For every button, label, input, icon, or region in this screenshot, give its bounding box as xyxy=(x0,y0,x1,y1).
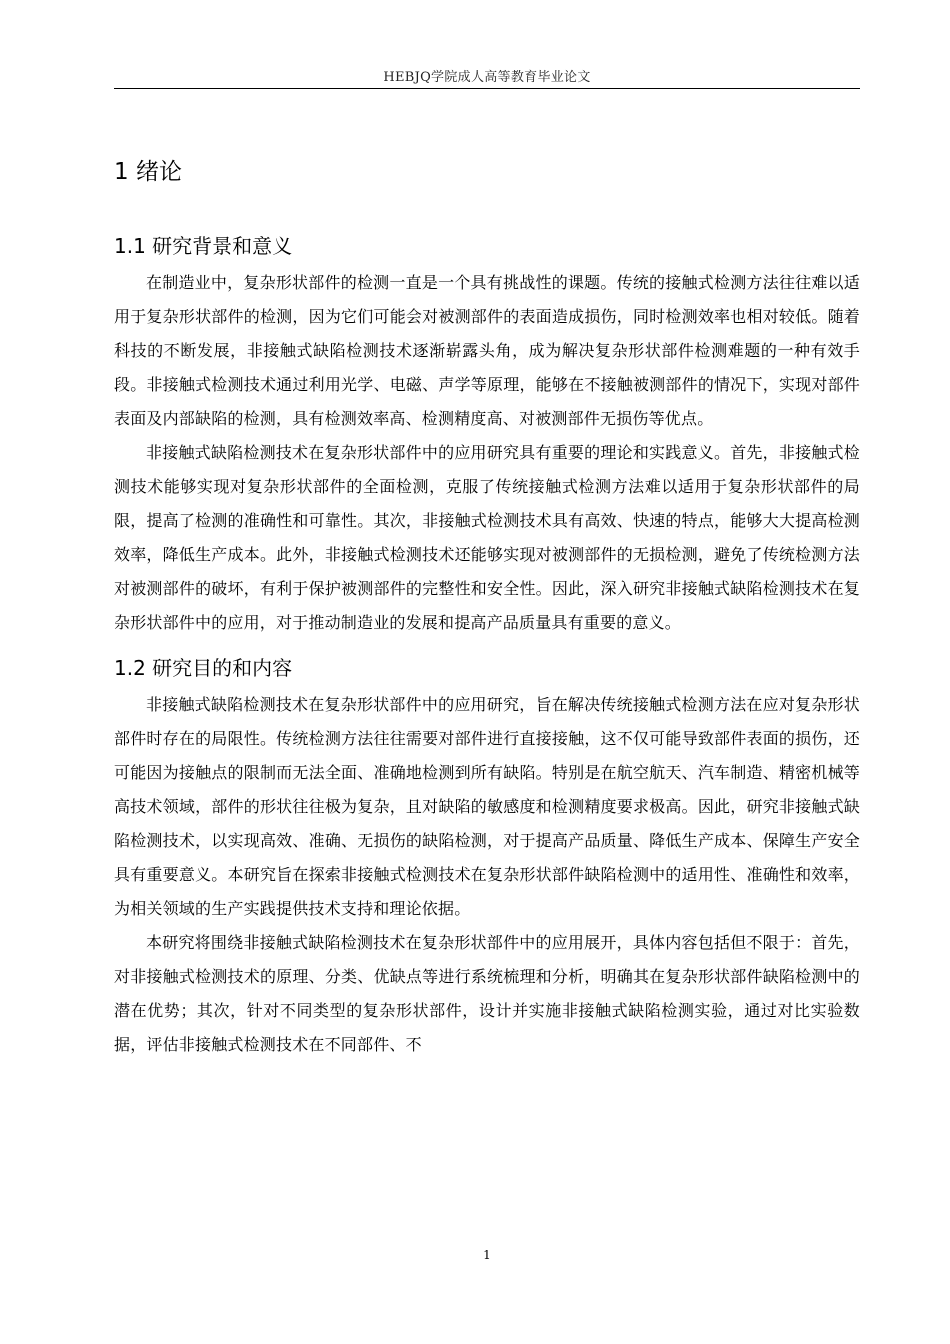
page-body xyxy=(114,140,860,1062)
header-divider xyxy=(114,88,860,89)
running-header: HEBJQ学院成人高等教育毕业论文 xyxy=(383,70,591,85)
section-title-1-2: 1.2 研究目的和内容 xyxy=(114,656,293,680)
paragraph: 非接触式缺陷检测技术在复杂形状部件中的应用研究具有重要的理论和实践意义。首先，非接触式检测技术能够实现对复杂形状部件的全面检测，克服了传统接触式检测方法难以适用于复杂形状部件的局限，提高了检测的准确性和可靠性。其次，非接触式检测技术具有高效、快速的特点，能够大大提高检测效率，降低生产成本。此外，非接触式检测技术还能够实现对被测部件的无损检测，避免了传统检测方法对被测部件的破坏，有利于保护被测部件的完整性和安全性。因此，深入研究非接触式缺陷检测技术在复杂形状部件中的应用，对于推动制造业的发展和提高产品质量具有重要的意义。 xyxy=(114,443,860,632)
section-title-1-1: 1.1 研究背景和意义 xyxy=(114,234,293,258)
paragraph: 本研究将围绕非接触式缺陷检测技术在复杂形状部件中的应用展开，具体内容包括但不限于：首先，对非接触式检测技术的原理、分类、优缺点等进行系统梳理和分析，明确其在复杂形状部件缺陷检测中的潜在优势；其次，针对不同类型的复杂形状部件，设计并实施非接触式缺陷检测实验，通过对比实验数据，评估非接触式检测技术在不同部件、不 xyxy=(114,933,860,1054)
paragraph: 非接触式缺陷检测技术在复杂形状部件中的应用研究，旨在解决传统接触式检测方法在应对复杂形状部件时存在的局限性。传统检测方法往往需要对部件进行直接接触，这不仅可能导致部件表面的损伤，还可能因为接触点的限制而无法全面、准确地检测到所有缺陷。特别是在航空航天、汽车制造、精密机械等高技术领域，部件的形状往往极为复杂，且对缺陷的敏感度和检测精度要求极高。因此，研究非接触式缺陷检测技术，以实现高效、准确、无损伤的缺陷检测，对于提高产品质量、降低生产成本、保障生产安全具有重要意义。本研究旨在探索非接触式检测技术在复杂形状部件缺陷检测中的适用性、准确性和效率，为相关领域的生产实践提供技术支持和理论依据。 xyxy=(114,695,860,918)
page-number: 1 xyxy=(483,1248,491,1262)
chapter-title: 1 绪论 xyxy=(114,159,182,185)
paragraph: 在制造业中，复杂形状部件的检测一直是一个具有挑战性的课题。传统的接触式检测方法往往难以适用于复杂形状部件的检测，因为它们可能会对被测部件的表面造成损伤，同时检测效率也相对较低。随着科技的不断发展，非接触式缺陷检测技术逐渐崭露头角，成为解决复杂形状部件检测难题的一种有效手段。非接触式检测技术通过利用光学、电磁、声学等原理，能够在不接触被测部件的情况下，实现对部件表面及内部缺陷的检测，具有检测效率高、检测精度高、对被测部件无损伤等优点。 xyxy=(114,273,860,428)
